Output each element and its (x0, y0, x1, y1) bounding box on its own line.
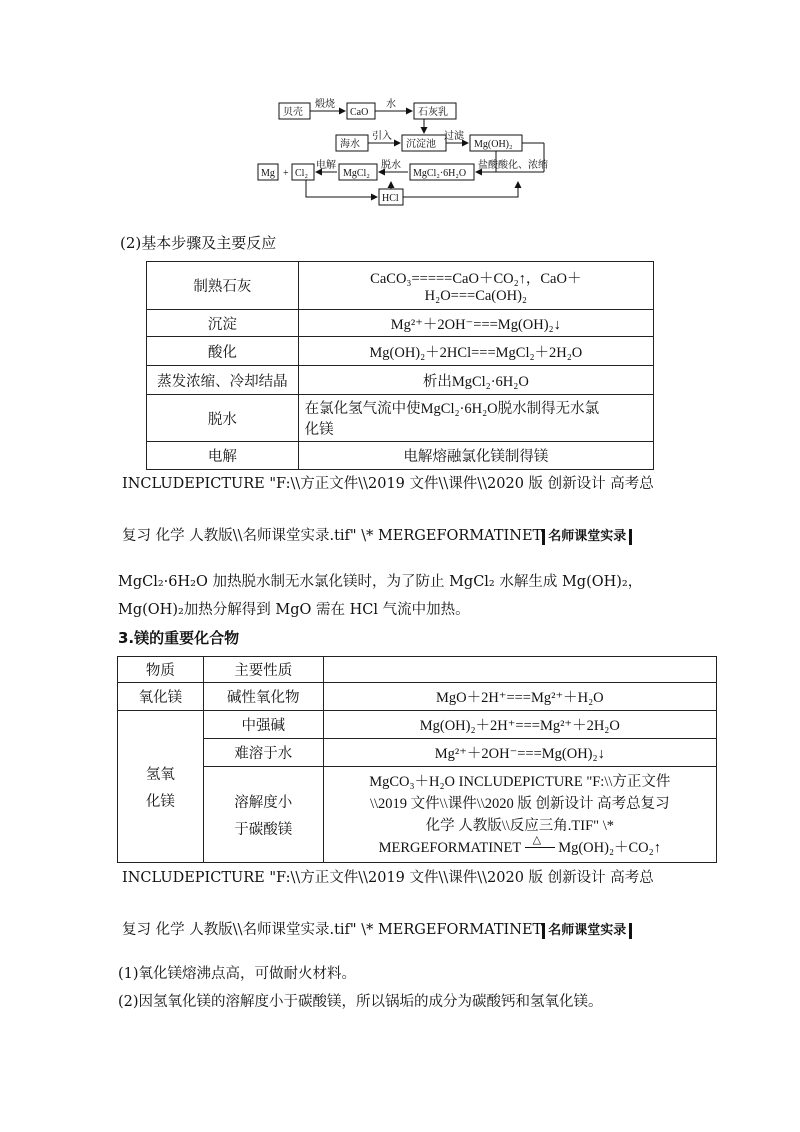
teacher-record-badge: 名师课堂实录 (542, 529, 632, 545)
table-row (147, 262, 654, 310)
table-row (147, 310, 654, 337)
note-line: MgCl₂·6H₂O 加热脱水制无水氯化镁时，为了防止 MgCl₂ 水解生成 Mg(OH)₂， (118, 574, 643, 590)
table-row (118, 683, 717, 711)
reaction-cell: 电解熔融氯化镁制得镁 (298, 442, 653, 470)
hcl-label: HCl (382, 193, 399, 204)
table-row (118, 767, 717, 863)
reaction-cell: 析出MgCl₂·6H₂O (298, 366, 653, 395)
property-cell: 碱性氧化物 (203, 683, 323, 711)
table-row (118, 711, 717, 739)
mgoh2-label: Mg(OH)₂ (474, 139, 513, 150)
acidify-label: 盐酸酸化、浓缩 (478, 160, 548, 171)
step-cell: 电解 (147, 442, 299, 470)
precip-pool-label: 沉淀池 (406, 139, 436, 150)
note-line: Mg(OH)₂加热分解得到 MgO 需在 HCl 气流中加热。 (118, 602, 470, 618)
table-row (118, 739, 717, 767)
include-field-line: INCLUDEPICTURE "F:\\方正文件\\2019 文件\\课件\\2020 版 创新设计 高考总 (122, 476, 654, 492)
note-item: (1)氧化镁熔沸点高，可做耐火材料。 (118, 966, 357, 982)
reaction-cell: MgO＋2H⁺===Mg²⁺＋H₂O (323, 683, 716, 711)
reaction-cell (298, 395, 653, 442)
section3-title: 3.镁的重要化合物 (118, 629, 240, 647)
mgcl2-label: MgCl₂ (343, 168, 370, 179)
reaction-line: 在氯化氢气流中使MgCl₂·6H₂O脱水制得无水氯 (304, 401, 600, 417)
dehydrate-label: 脱水 (381, 160, 401, 171)
reaction-cell (323, 767, 716, 863)
include-field-line (122, 918, 632, 939)
step-cell: 脱水 (147, 395, 299, 442)
basic-steps-table (146, 261, 654, 470)
delta-symbol: △ (532, 834, 542, 847)
step-cell: 酸化 (147, 337, 299, 366)
substance-cell: 氧化镁 (118, 683, 204, 711)
reaction-line: 化镁 (304, 422, 334, 438)
reaction-cell: Mg(OH)₂＋2HCl===MgCl₂＋2H₂O (298, 337, 653, 366)
reaction-line: MgCO₃＋H₂O INCLUDEPICTURE "F:\\方正文件 (369, 773, 671, 790)
cl2-label: Cl₂ (295, 168, 308, 179)
header-reaction (323, 657, 716, 683)
filter-label: 过滤 (444, 131, 464, 142)
shell-label: 贝壳 (283, 107, 303, 118)
step-cell: 沉淀 (147, 310, 299, 337)
property-cell: 中强碱 (203, 711, 323, 739)
substance-cell (118, 711, 204, 863)
magnesium-extraction-flow-diagram (0, 0, 800, 215)
step-cell: 蒸发浓缩、冷却结晶 (147, 366, 299, 395)
property-cell (203, 767, 323, 863)
hcl-in-arrow (306, 180, 377, 197)
include-field-line (122, 524, 632, 545)
reaction-line: 化学 人教版\\反应三角.TIF" \* (425, 817, 614, 834)
heat-condition-arrow (525, 834, 555, 856)
property-line: 溶解度小 (234, 794, 293, 811)
reaction-line: CaCO₃=====CaO＋CO₂↑，CaO＋ (370, 270, 582, 287)
include-field-text: 复习 化学 人教版\\名师课堂实录.tif" \* MERGEFORMATINET (122, 528, 543, 544)
cao-label: CaO (350, 107, 369, 118)
calcine-label: 煅烧 (315, 99, 335, 110)
header-property: 主要性质 (203, 657, 323, 683)
reaction-line: H₂O===Ca(OH)₂ (424, 287, 527, 304)
section2-title: (2)基本步骤及主要反应 (120, 234, 277, 252)
reaction-line (330, 834, 710, 859)
mgcl2-6h2o-label: MgCl₂·6H₂O (413, 168, 467, 179)
step-cell: 制熟石灰 (147, 262, 299, 310)
reaction-text: Mg(OH)₂＋CO₂↑ (558, 839, 661, 856)
water-label: 水 (386, 99, 396, 110)
table-row (147, 366, 654, 395)
reaction-cell: Mg(OH)₂＋2H⁺===Mg²⁺＋2H₂O (323, 711, 716, 739)
electrolyze-label: 电解 (316, 160, 336, 171)
reaction-cell: Mg²⁺＋2OH⁻===Mg(OH)₂↓ (298, 310, 653, 337)
header-substance: 物质 (118, 657, 204, 683)
table-row (147, 395, 654, 442)
include-field-line: INCLUDEPICTURE "F:\\方正文件\\2019 文件\\课件\\2020 版 创新设计 高考总 (122, 870, 654, 886)
plus-sign: + (283, 168, 289, 179)
reaction-line: \\2019 文件\\课件\\2020 版 创新设计 高考总复习 (369, 795, 670, 812)
substance-line: 化镁 (145, 793, 175, 810)
hcl-out-arrow (403, 182, 518, 197)
table-header-row (118, 657, 717, 683)
reaction-cell (298, 262, 653, 310)
property-line: 于碳酸镁 (234, 821, 293, 838)
include-field-text: 复习 化学 人教版\\名师课堂实录.tif" \* MERGEFORMATINET (122, 922, 543, 938)
reaction-text: MERGEFORMATINET (378, 839, 521, 856)
mg-label: Mg (261, 168, 275, 179)
seawater-label: 海水 (340, 139, 360, 150)
table-row (147, 337, 654, 366)
property-cell: 难溶于水 (203, 739, 323, 767)
teacher-record-badge: 名师课堂实录 (542, 923, 632, 939)
table-row (147, 442, 654, 470)
reaction-cell: Mg²⁺＋2OH⁻===Mg(OH)₂↓ (323, 739, 716, 767)
equals-line (525, 847, 555, 848)
note-item: (2)因氢氧化镁的溶解度小于碳酸镁，所以锅垢的成分为碳酸钙和氢氧化镁。 (118, 994, 603, 1010)
limewater-label: 石灰乳 (418, 107, 448, 118)
substance-line: 氢氧 (145, 766, 175, 783)
introduce-label: 引入 (372, 131, 392, 142)
magnesium-compounds-table (117, 656, 717, 863)
